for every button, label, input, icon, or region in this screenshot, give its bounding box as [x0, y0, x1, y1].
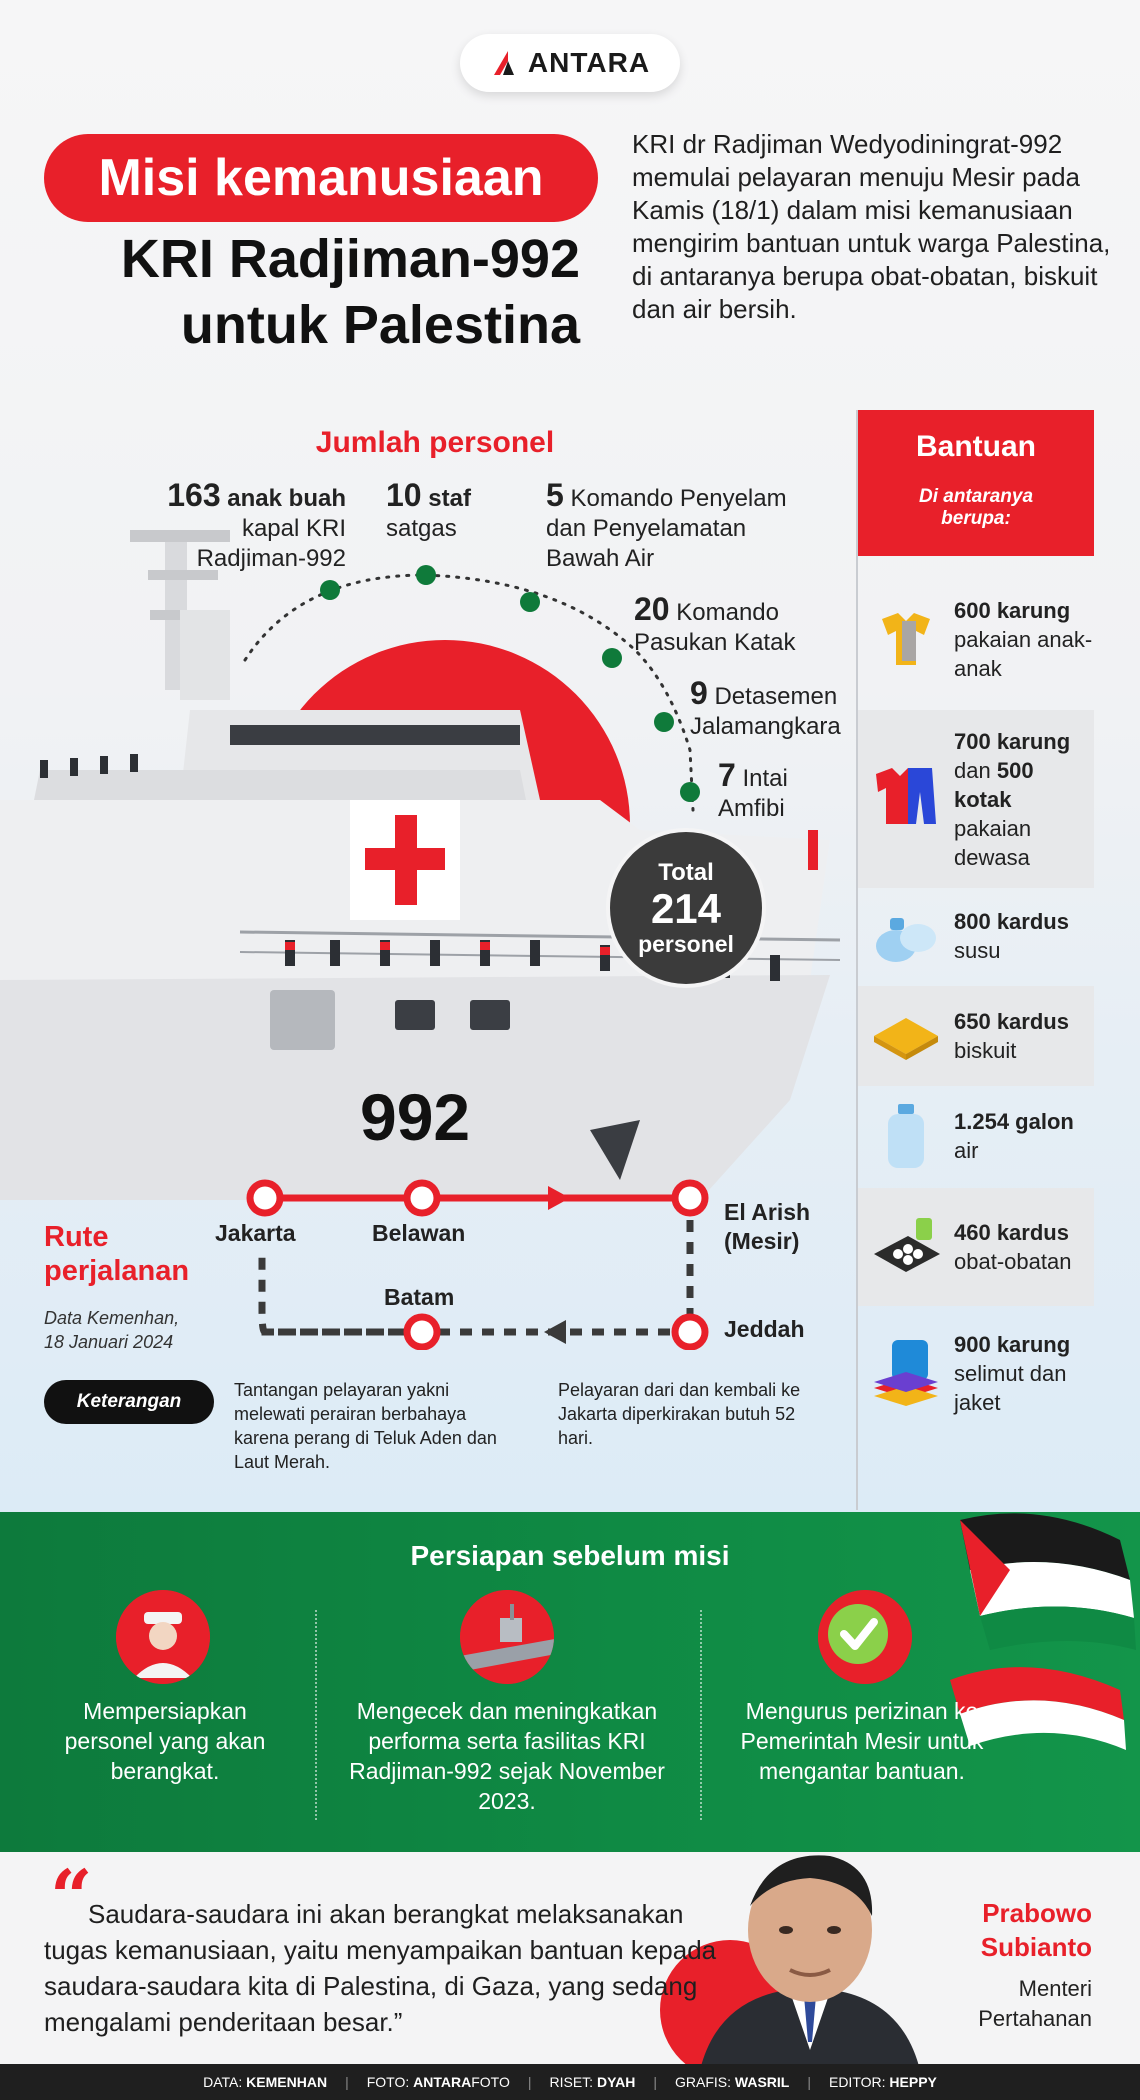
title-pill: Misi kemanusiaan: [44, 134, 598, 222]
aid-item: 900 karung selimut dan jaket: [858, 1318, 1094, 1428]
speaker-name: Prabowo Subianto: [980, 1898, 1092, 1962]
intro-paragraph: KRI dr Radjiman Wedyodiningrat-992 memulai pelayaran menuju Mesir pada Kamis (18/1) dalam misi kemanusiaan mengirim bantuan untuk warga Palestina, di antaranya berupa obat-obatan, biskuit dan air bersih.: [632, 129, 1111, 324]
quote-text: Saudara-saudara ini akan berangkat melaksanakan tugas kemanusiaan, yaitu menyampaikan bantuan kepada saudara-saudara kita di Palestina, di Gaza, yang sedang mengalami penderitaan besar.”: [44, 1899, 717, 2037]
personnel-item-frogman: 20 Komando Pasukan Katak: [634, 591, 796, 656]
preparation-title: Persiapan sebelum misi: [410, 1540, 730, 1571]
personnel-arc: [240, 560, 700, 840]
personnel-item-diver: 5 Komando Penyelam dan Penyelamatan Bawah Air: [546, 477, 787, 572]
route-stop-el-arish: El Arish (Mesir): [724, 1199, 811, 1254]
medicine-icon: [868, 1208, 944, 1284]
blanket-jacket-icon: [868, 1334, 944, 1410]
divider: [315, 1610, 317, 1820]
route-note-dashed: Pelayaran dari dan kembali ke Jakarta diperkirakan butuh 52 hari.: [558, 1380, 801, 1448]
biscuit-icon: [868, 998, 944, 1074]
credit-research: RISET: DYAH: [549, 2074, 636, 2090]
aid-item: 600 karung pakaian anak-anak: [858, 586, 1094, 692]
route-stop-belawan: Belawan: [372, 1220, 466, 1246]
quote-mark-icon: “: [50, 1855, 93, 1941]
personnel-title: Jumlah personel: [315, 426, 555, 459]
milk-icon: [868, 898, 944, 974]
route-stop-jakarta: Jakarta: [215, 1220, 296, 1246]
personnel-item-staff: 10 staf satgas: [386, 477, 471, 542]
warship-icon: [460, 1590, 554, 1684]
credits-footer: DATA: KEMENHAN | FOTO: ANTARAFOTO | RISET: DYAH | GRAFIS: WASRIL | EDITOR: HEPPY: [0, 2064, 1140, 2100]
speaker-role: Menteri Pertahanan: [978, 1976, 1092, 2031]
personnel-item-detachment: 9 Detasemen Jalamangkara: [690, 675, 841, 740]
aid-header: [858, 410, 1094, 556]
route-stop-jeddah: Jeddah: [724, 1316, 805, 1342]
aid-item: 460 kardus obat-obatan: [858, 1188, 1094, 1306]
route-title: Rute perjalanan: [44, 1221, 190, 1287]
soldier-icon: [116, 1590, 210, 1684]
route-note-solid: Tantangan pelayaran yakni melewati perairan berbahaya karena perang di Teluk Aden dan Laut Merah.: [234, 1380, 497, 1472]
water-gallon-icon: [868, 1098, 944, 1174]
aid-title: Bantuan: [916, 430, 1036, 463]
credit-editor: EDITOR: HEPPY: [828, 2074, 937, 2090]
divider: [700, 1610, 702, 1820]
child-clothes-icon: [868, 601, 944, 677]
credit-graphics: GRAFIS: WASRIL: [674, 2074, 790, 2090]
title-line-3: untuk Palestina: [180, 295, 580, 355]
personnel-item-crew: 163 anak buah kapal KRI Radjiman-992: [167, 477, 346, 572]
preparation-item-permit: Mengurus perizinan ke Pemerintah Mesir untuk mengantar bantuan.: [740, 1698, 984, 1784]
aid-item: 700 karung dan 500 kotak pakaian dewasa: [858, 710, 1094, 888]
credit-photo: FOTO: ANTARAFOTO: [366, 2074, 510, 2090]
preparation-item-personnel: Mempersiapkan personel yang akan berangkat.: [64, 1698, 266, 1784]
legend-label: Keterangan: [44, 1380, 214, 1424]
aid-item: 650 kardus biskuit: [858, 986, 1094, 1086]
antara-logo: [460, 34, 680, 92]
page-title: [40, 226, 580, 358]
aid-subtitle: Di antaranya berupa:: [918, 486, 1034, 529]
antara-logo-icon: [490, 48, 520, 78]
route-source: Data Kemenhan, 18 Januari 2024: [44, 1308, 180, 1352]
aid-item: 800 kardus susu: [858, 894, 1094, 978]
preparation-item-ship: Mengecek dan meningkatkan performa serta fasilitas KRI Radjiman-992 sejak November 2023.: [349, 1698, 665, 1814]
total-personnel-badge: Total 214 personel: [606, 828, 766, 988]
title-line-2: KRI Radjiman-992: [120, 229, 580, 289]
approval-icon: [818, 1590, 912, 1684]
personnel-item-recon: 7 Intai Amfibi: [718, 757, 788, 822]
aid-item: 1.254 galon air: [858, 1090, 1094, 1182]
logo-text: ANTARA: [527, 47, 651, 78]
adult-clothes-icon: [868, 758, 944, 834]
credit-data: DATA: KEMENHAN: [203, 2074, 328, 2090]
hull-number: 992: [360, 1080, 471, 1154]
route-stop-batam: Batam: [384, 1284, 455, 1310]
